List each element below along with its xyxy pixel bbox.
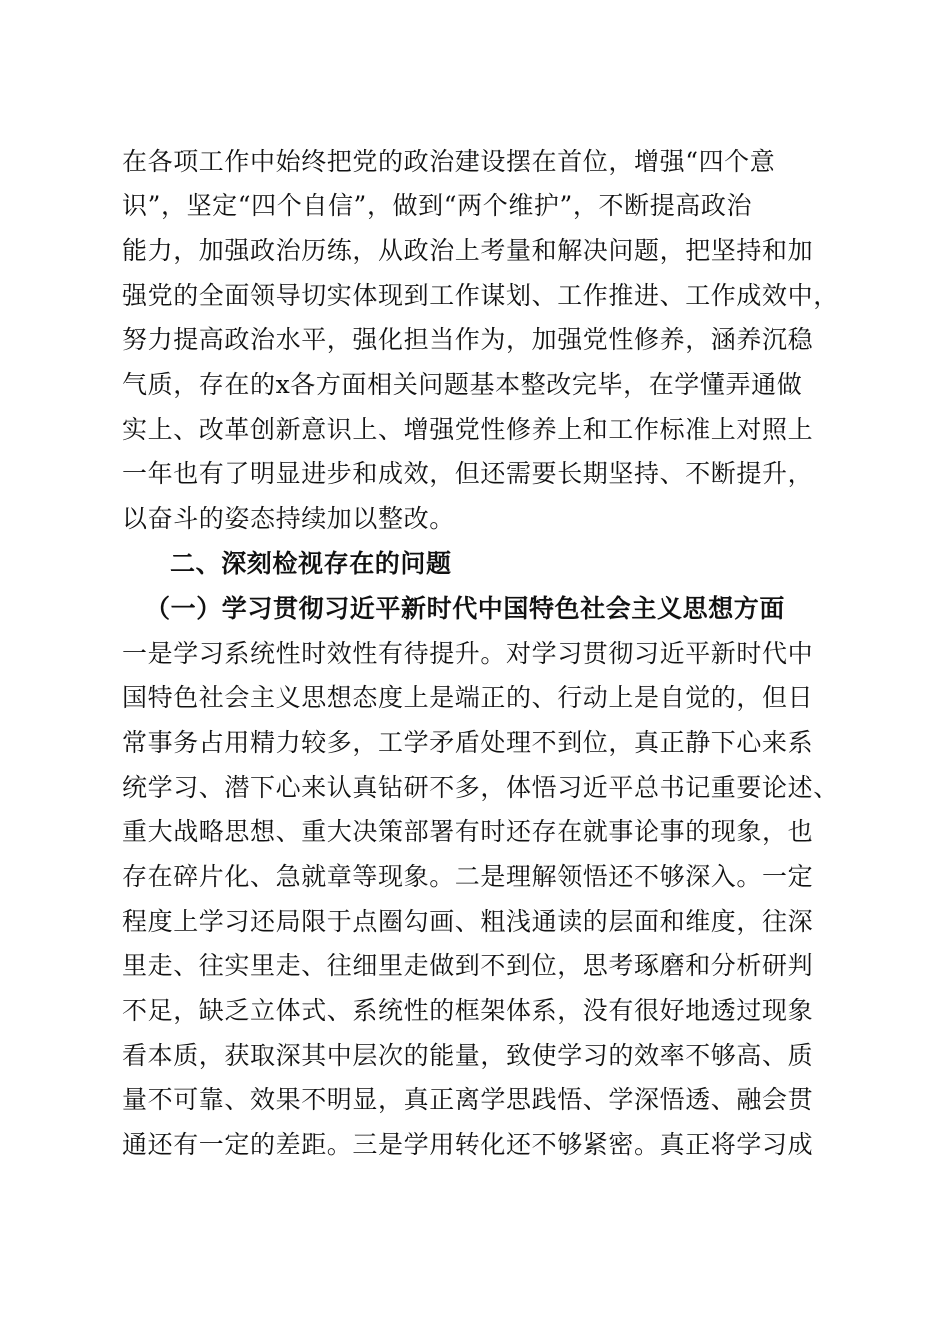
paragraph-line: 里走、往实里走、往细里走做到不到位，思考琢磨和分析研判 (122, 951, 814, 980)
paragraph-line: 国特色社会主义思想态度上是端正的、行动上是自觉的，但日 (122, 683, 814, 712)
paragraph-line: 气质，存在的x各方面相关问题基本整改完毕，在学懂弄通做 (122, 370, 803, 399)
paragraph-line: 统学习、潜下心来认真钻研不多，体悟习近平总书记重要论述、 (122, 773, 839, 802)
paragraph-line: 实上、改革创新意识上、增强党性修养上和工作标准上对照上 (122, 415, 814, 444)
subsection-heading: （一）学习贯彻习近平新时代中国特色社会主义思想方面 (145, 594, 786, 623)
paragraph-line: 一年也有了明显进步和成效，但还需要长期坚持、不断提升， (122, 459, 814, 488)
paragraph-line: 在各项工作中始终把党的政治建设摆在首位，增强“四个意 (122, 147, 776, 176)
paragraph-line: 努力提高政治水平，强化担当作为，加强党性修养，涵养沉稳 (122, 325, 814, 354)
paragraph-line: 存在碎片化、急就章等现象。二是理解领悟还不够深入。一定 (122, 862, 814, 891)
paragraph-line: 重大战略思想、重大决策部署有时还存在就事论事的现象，也 (122, 817, 814, 846)
section-heading: 二、深刻检视存在的问题 (170, 549, 452, 578)
paragraph-line: 能力，加强政治历练，从政治上考量和解决问题，把坚持和加 (122, 236, 814, 265)
paragraph-line: 一是学习系统性时效性有待提升。对学习贯彻习近平新时代中 (122, 639, 814, 668)
paragraph-line: 识”，坚定“四个自信”，做到“两个维护”，不断提高政治 (122, 191, 753, 220)
paragraph-line: 常事务占用精力较多，工学矛盾处理不到位，真正静下心来系 (122, 728, 814, 757)
paragraph-line: 以奋斗的姿态持续加以整改。 (122, 504, 455, 533)
paragraph-line: 程度上学习还局限于点圈勾画、粗浅通读的层面和维度，往深 (122, 907, 814, 936)
paragraph-line: 通还有一定的差距。三是学用转化还不够紧密。真正将学习成 (122, 1130, 814, 1159)
paragraph-line: 不足，缺乏立体式、系统性的框架体系，没有很好地透过现象 (122, 996, 814, 1025)
paragraph-line: 看本质，获取深其中层次的能量，致使学习的效率不够高、质 (122, 1041, 814, 1070)
paragraph-line: 强党的全面领导切实体现到工作谋划、工作推进、工作成效中， (122, 281, 839, 310)
paragraph-line: 量不可靠、效果不明显，真正离学思践悟、学深悟透、融会贯 (122, 1085, 814, 1114)
